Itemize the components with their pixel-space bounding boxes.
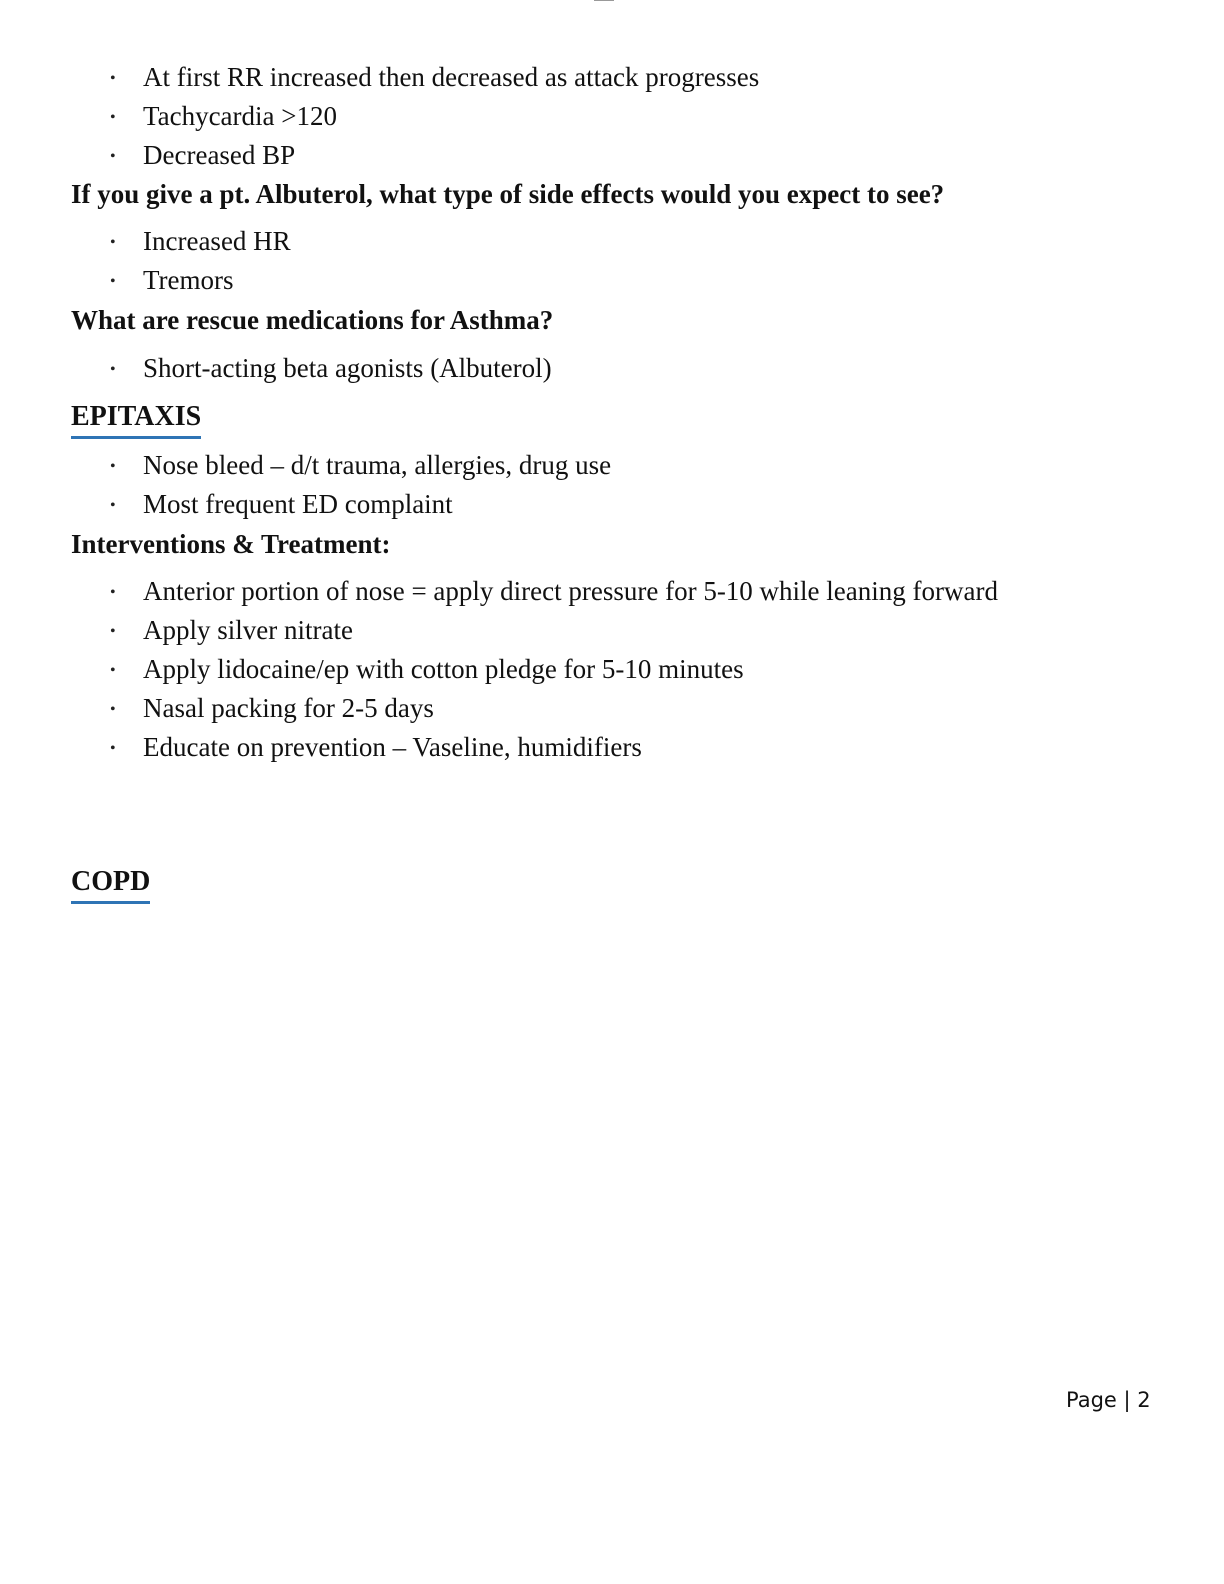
list-item: • Nose bleed – d/t trauma, allergies, drug use [0,446,1224,485]
bullet-icon: • [110,70,116,87]
list-item: • Tremors [0,261,1224,300]
bullet-icon: • [110,623,116,640]
list-item: • Apply silver nitrate [0,611,1224,650]
list-item: • Increased HR [0,222,1224,261]
rescue-medications-list [0,349,1224,388]
list-item: • Short-acting beta agonists (Albuterol) [0,349,1224,388]
list-item: • Most frequent ED complaint [0,485,1224,524]
epitaxis-list [0,446,1224,524]
bullet-icon: • [110,361,116,378]
list-item: • At first RR increased then decreased as attack progresses [0,58,1224,97]
list-item: • Nasal packing for 2-5 days [0,689,1224,728]
bullet-icon: • [110,109,116,126]
albuterol-question: If you give a pt. Albuterol, what type of side effects would you expect to see? [71,179,945,209]
bullet-icon: • [110,458,116,475]
interventions-heading: Interventions & Treatment: [71,529,391,559]
list-item: • Educate on prevention – Vaseline, humidifiers [0,728,1224,767]
bullet-icon: • [110,584,116,601]
interventions-list [0,572,1224,767]
copd-heading: COPD [71,864,150,904]
bullet-icon: • [110,662,116,679]
epitaxis-heading: EPITAXIS [71,399,201,439]
bullet-icon: • [110,740,116,757]
bullet-icon: • [110,273,116,290]
rescue-medications-question: What are rescue medications for Asthma? [71,305,554,335]
bullet-icon: • [110,148,116,165]
asthma-signs-list [0,58,1224,175]
bullet-icon: • [110,497,116,514]
list-item: • Anterior portion of nose = apply direct pressure for 5-10 while leaning forward [0,572,1224,611]
list-item: • Decreased BP [0,136,1224,175]
page-number: Page | 2 [1066,1388,1151,1412]
list-item: • Apply lidocaine/ep with cotton pledge for 5-10 minutes [0,650,1224,689]
list-item: • Tachycardia >120 [0,97,1224,136]
header-mark [594,0,614,4]
albuterol-side-effects-list [0,222,1224,300]
bullet-icon: • [110,234,116,251]
bullet-icon: • [110,701,116,718]
